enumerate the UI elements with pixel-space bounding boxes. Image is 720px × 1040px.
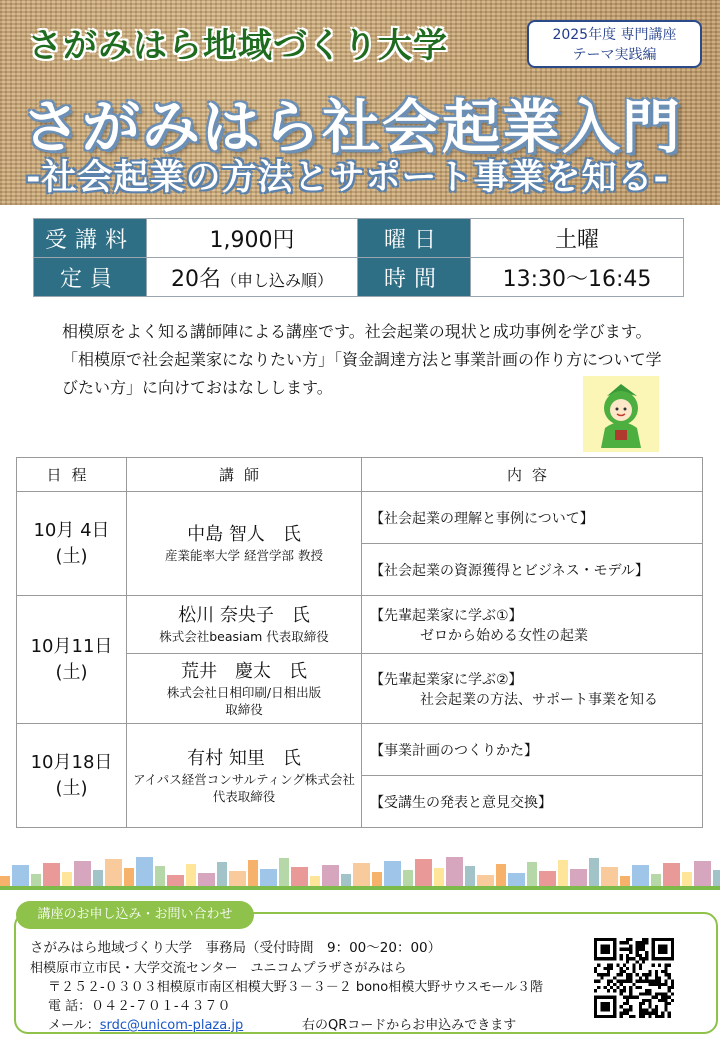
fee-label: 受講料 bbox=[34, 219, 147, 258]
weekday-text: (土) bbox=[55, 777, 88, 799]
lecturer-org: 株式会社beasiam 代表取締役 bbox=[159, 629, 329, 644]
weekday-text: (土) bbox=[55, 661, 88, 683]
building bbox=[310, 876, 320, 886]
university-name: さがみはら地域づくり大学 bbox=[28, 26, 448, 66]
building bbox=[62, 872, 72, 886]
contact-tag: 講座のお申し込み・お問い合わせ bbox=[16, 901, 254, 929]
content-line: 【先輩起業家に学ぶ①】 bbox=[370, 607, 523, 624]
content-cell bbox=[362, 544, 703, 596]
building bbox=[217, 862, 227, 886]
building bbox=[632, 865, 649, 886]
building bbox=[341, 874, 351, 886]
lecturer-org: 産業能率大学 経営学部 教授 bbox=[165, 548, 323, 563]
day-label: 曜日 bbox=[358, 219, 471, 258]
badge-line2: テーマ実践編 bbox=[572, 47, 657, 63]
contact-phone: 電 話：０４２-７０１-４３７０ bbox=[48, 999, 231, 1014]
building bbox=[279, 858, 289, 886]
time-label: 時間 bbox=[358, 258, 471, 297]
qr-code[interactable] bbox=[594, 938, 674, 1018]
building bbox=[558, 860, 568, 886]
building bbox=[248, 860, 258, 886]
contact-mail-row bbox=[48, 1014, 243, 1033]
building bbox=[694, 861, 711, 886]
building bbox=[105, 859, 122, 886]
building bbox=[186, 864, 196, 886]
building bbox=[403, 870, 413, 886]
content-cell bbox=[362, 724, 703, 776]
content-subline: 社会起業の方法、サポート事業を知る bbox=[420, 691, 658, 708]
badge-line1: 2025年度 専門講座 bbox=[552, 27, 677, 43]
building bbox=[353, 863, 370, 886]
course-badge bbox=[527, 20, 702, 68]
course-info-table bbox=[33, 218, 684, 297]
building bbox=[570, 869, 587, 886]
date-text: 10月18日 bbox=[30, 751, 113, 773]
building bbox=[415, 859, 432, 886]
fee-value: 1,900円 bbox=[147, 219, 358, 258]
col-header-date: 日程 bbox=[17, 458, 127, 492]
building bbox=[434, 868, 444, 886]
lecturer-name: 荒井 慶太 氏 bbox=[181, 660, 307, 682]
lecturer-org: アイパス経営コンサルティング株式会社 bbox=[133, 771, 355, 787]
building bbox=[384, 861, 401, 886]
building bbox=[713, 870, 720, 886]
header-banner bbox=[0, 0, 720, 205]
content-cell bbox=[362, 492, 703, 544]
content-cell bbox=[362, 654, 703, 724]
contact-address: 〒２５２-０３０３相模原市南区相模大野３－３－２ bono相模大野サウスモール３階 bbox=[48, 980, 544, 995]
contact-office: さがみはら地域づくり大学 事務局（受付時間 9：00～20：00） bbox=[30, 940, 442, 956]
building bbox=[0, 876, 10, 886]
town-illustration bbox=[0, 856, 720, 890]
time-value: 13:30～16:45 bbox=[471, 258, 684, 297]
lecturer-name: 中島 智人 氏 bbox=[187, 524, 301, 545]
building bbox=[496, 864, 506, 886]
contact-center: 相模原市立市民・大学交流センター ユニコムプラザさがみはら bbox=[30, 961, 407, 976]
building bbox=[465, 866, 475, 886]
building bbox=[682, 872, 692, 886]
capacity-note: （申し込み順） bbox=[220, 270, 333, 290]
content-line: 【受講生の発表と意見交換】 bbox=[370, 794, 552, 811]
lecturer-title: 取締役 bbox=[225, 701, 263, 717]
content-cell bbox=[362, 776, 703, 828]
schedule-table bbox=[16, 457, 703, 828]
session-date bbox=[17, 596, 127, 724]
building bbox=[446, 857, 463, 886]
building bbox=[508, 873, 525, 886]
building bbox=[291, 867, 308, 886]
mail-label: メール： bbox=[48, 1018, 100, 1033]
session-date bbox=[17, 724, 127, 828]
building bbox=[651, 874, 661, 886]
col-header-lecturer: 講師 bbox=[127, 458, 362, 492]
building bbox=[477, 875, 494, 886]
building bbox=[74, 861, 91, 886]
building bbox=[229, 871, 246, 886]
page-subtitle: -社会起業の方法とサポート事業を知る- bbox=[26, 158, 670, 198]
date-text: 10月 4日 bbox=[33, 519, 110, 541]
lecturer-title: 代表取締役 bbox=[212, 788, 276, 804]
building bbox=[136, 857, 153, 886]
content-line: 【社会起業の資源獲得とビジネス・モデル】 bbox=[370, 562, 649, 579]
lecturer-cell bbox=[127, 724, 362, 828]
building bbox=[322, 865, 339, 886]
lecturer-name: 松川 奈央子 氏 bbox=[178, 605, 310, 626]
intro-text: 相模原をよく知る講師陣による講座です。社会起業の現状と成功事例を学びます。「相模原で社会起業家になりたい方」「資金調達方法と事業計画の作り方について学びたい方」に向けておはなしします。 bbox=[62, 322, 662, 397]
building bbox=[124, 868, 134, 886]
building bbox=[663, 863, 680, 886]
lecturer-org: 株式会社日相印刷/日相出版 bbox=[166, 684, 322, 700]
content-line: 【先輩起業家に学ぶ②】 bbox=[370, 671, 523, 688]
session-date bbox=[17, 492, 127, 596]
building bbox=[589, 858, 599, 886]
lecturer-cell bbox=[127, 596, 362, 654]
qr-note: 右のQRコードからお申込みできます bbox=[302, 1018, 517, 1033]
mascot-image bbox=[583, 376, 659, 452]
building bbox=[43, 863, 60, 886]
content-line: 【事業計画のつくりかた】 bbox=[370, 742, 538, 759]
page-title: さがみはら社会起業入門 bbox=[22, 93, 683, 161]
building bbox=[539, 871, 556, 886]
content-subline: ゼロから始める女性の起業 bbox=[420, 627, 588, 644]
building bbox=[93, 870, 103, 886]
building bbox=[31, 874, 41, 886]
capacity-value: 20名 bbox=[170, 266, 221, 292]
col-header-content: 内容 bbox=[362, 458, 703, 492]
building bbox=[155, 866, 165, 886]
day-value: 土曜 bbox=[471, 219, 684, 258]
capacity-label: 定員 bbox=[34, 258, 147, 297]
building bbox=[527, 862, 537, 886]
building bbox=[620, 876, 630, 886]
date-text: 10月11日 bbox=[30, 635, 113, 657]
email-link[interactable]: srdc@unicom-plaza.jp bbox=[99, 1018, 244, 1033]
building bbox=[12, 865, 29, 886]
building bbox=[167, 875, 184, 886]
lecturer-cell bbox=[127, 654, 362, 724]
content-cell bbox=[362, 596, 703, 654]
lecturer-cell bbox=[127, 492, 362, 596]
building bbox=[198, 873, 215, 886]
building bbox=[372, 872, 382, 886]
lecturer-name: 有村 知里 氏 bbox=[187, 747, 301, 769]
capacity-cell bbox=[147, 258, 358, 297]
building bbox=[260, 869, 277, 886]
weekday-text: (土) bbox=[55, 545, 88, 567]
building bbox=[601, 867, 618, 886]
content-line: 【社会起業の理解と事例について】 bbox=[370, 510, 594, 527]
